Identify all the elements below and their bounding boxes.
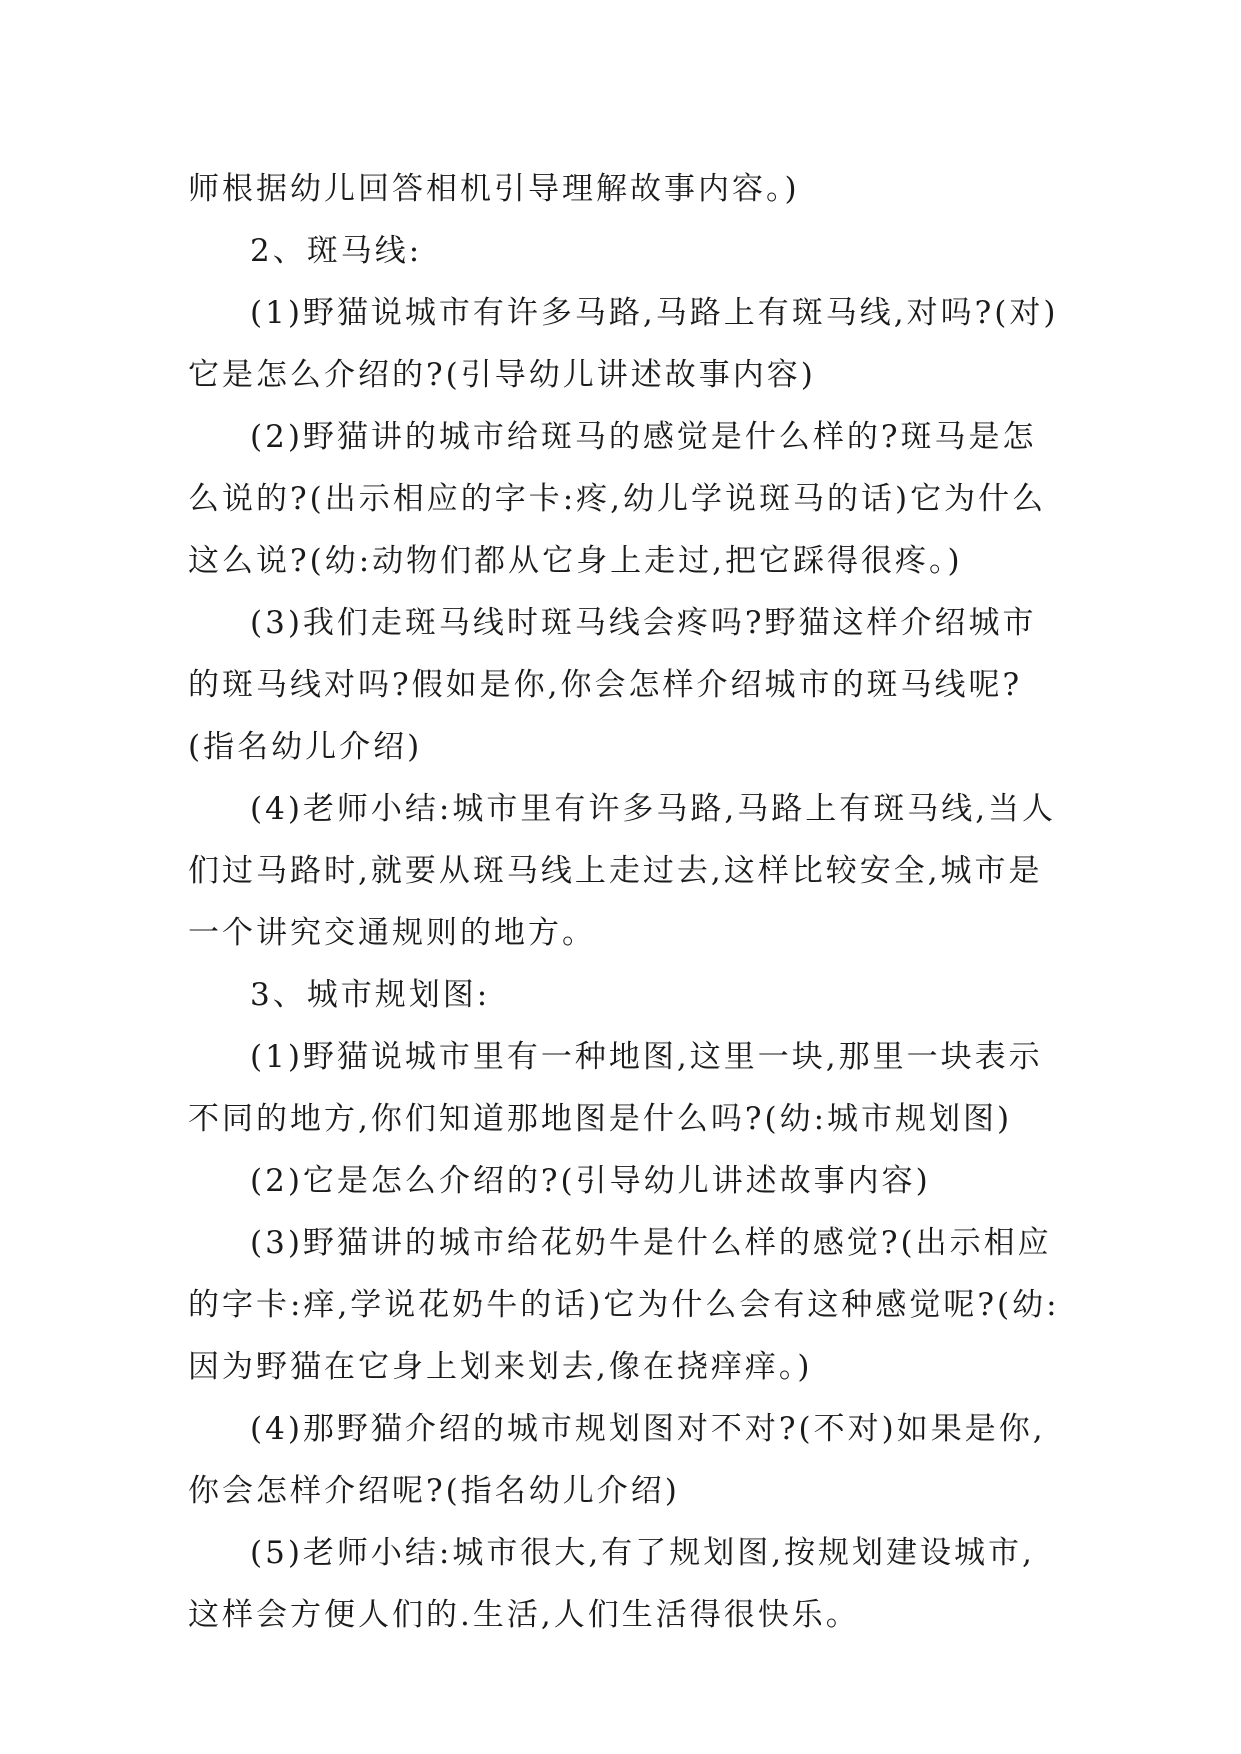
paragraph-zebra-4: (4)老师小结:城市里有许多马路,马路上有斑马线,当人们过马路时,就要从斑马线上走过去,这样比较安全,城市是一个讲究交通规则的地方。 [188, 791, 1057, 951]
section-heading-zebra-crossing: 2、斑马线: [250, 233, 423, 269]
document-body [188, 158, 1068, 1646]
paragraph-zebra-1: (1)野猫说城市有许多马路,马路上有斑马线,对吗?(对)它是怎么介绍的?(引导幼儿讲述故事内容) [188, 295, 1059, 393]
paragraph-plan-2: (2)它是怎么介绍的?(引导幼儿讲述故事内容) [250, 1163, 931, 1199]
paragraph-plan-1: (1)野猫说城市里有一种地图,这里一块,那里一块表示不同的地方,你们知道那地图是什么吗?(幼:城市规划图) [188, 1039, 1043, 1137]
paragraph-zebra-2: (2)野猫讲的城市给斑马的感觉是什么样的?斑马是怎么说的?(出示相应的字卡:疼,幼儿学说斑马的话)它为什么这么说?(幼:动物们都从它身上走过,把它踩得很疼。) [188, 419, 1047, 579]
paragraph-zebra-3: (3)我们走斑马线时斑马线会疼吗?野猫这样介绍城市的斑马线对吗?假如是你,你会怎样介绍城市的斑马线呢?(指名幼儿介绍) [188, 605, 1037, 765]
paragraph-plan-4: (4)那野猫介绍的城市规划图对不对?(不对)如果是你,你会怎样介绍呢?(指名幼儿介绍) [188, 1411, 1046, 1509]
paragraph-continuation: 师根据幼儿回答相机引导理解故事内容。) [188, 171, 800, 207]
section-heading-city-plan: 3、城市规划图: [250, 977, 491, 1013]
paragraph-plan-3: (3)野猫讲的城市给花奶牛是什么样的感觉?(出示相应的字卡:痒,学说花奶牛的话)它为什么会有这种感觉呢?(幼:因为野猫在它身上划来划去,像在挠痒痒。) [188, 1225, 1060, 1385]
paragraph-plan-5: (5)老师小结:城市很大,有了规划图,按规划建设城市,这样会方便人们的.生活,人们生活得很快乐。 [188, 1535, 1035, 1633]
